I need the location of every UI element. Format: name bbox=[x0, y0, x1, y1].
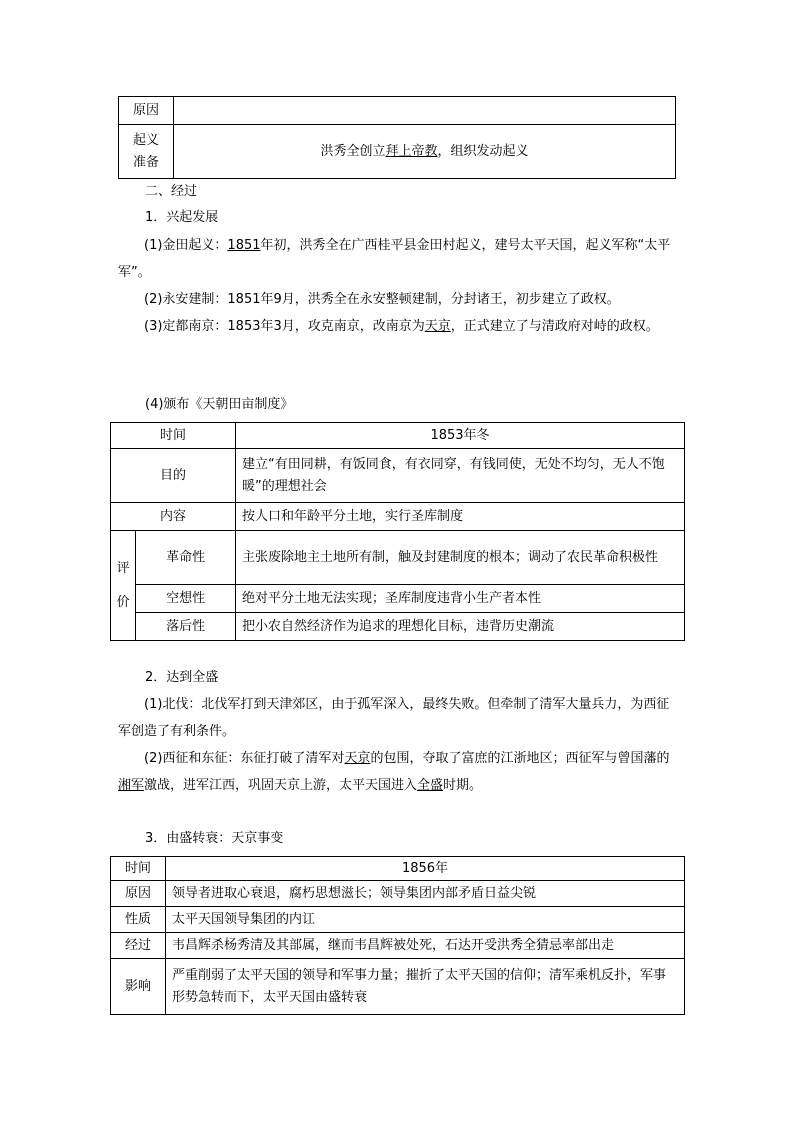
value-backward: 把小农自然经济作为追求的理想化目标，违背历史潮流 bbox=[236, 613, 685, 641]
paragraph-yongan: (2)永安建制：1851年9月，洪秀全在永安整顿建制，分封诸王，初步建立了政权。 bbox=[144, 292, 620, 307]
text-fragment: ，正式建立了与清政府对峙的政权。 bbox=[450, 319, 659, 334]
section-heading-process: 二、经过 bbox=[145, 184, 198, 199]
paragraph-nanjing bbox=[118, 313, 678, 340]
text-fragment: (2)西征和东征：东征打破了清军对 bbox=[144, 751, 345, 766]
value-uprising-prep bbox=[174, 125, 676, 179]
value-cause bbox=[174, 97, 676, 125]
label-impact: 影响 bbox=[111, 959, 166, 1015]
value-time: 1853年冬 bbox=[236, 423, 685, 449]
label-backward: 落后性 bbox=[136, 613, 236, 641]
text-fragment: 时期。 bbox=[443, 778, 483, 793]
label-purpose: 目的 bbox=[111, 449, 236, 503]
underlined-year: 1851 bbox=[227, 238, 261, 253]
label-nature: 性质 bbox=[111, 907, 166, 933]
label-utopian: 空想性 bbox=[136, 585, 236, 613]
table-land-system bbox=[110, 422, 685, 641]
subheading-rise: 1．兴起发展 bbox=[145, 210, 219, 225]
label-evaluation bbox=[111, 531, 136, 641]
label-cause: 原因 bbox=[119, 97, 174, 125]
underlined-term: 天京 bbox=[344, 751, 371, 766]
text-fragment: 洪秀全创立 bbox=[320, 143, 386, 159]
label-evaluation-1: 评 bbox=[116, 560, 130, 576]
paragraph-northern-expedition: (1)北伐：北伐军打到天津郊区，由于孤军深入，最终失败。但牵制了清军大量兵力，为西征军创造了有利条件。 bbox=[118, 697, 670, 739]
label-time: 时间 bbox=[111, 857, 166, 881]
label-uprising-prep-line2: 准备 bbox=[132, 154, 159, 170]
text-fragment: (3)定都南京：1853年3月，攻克南京，改南京为 bbox=[144, 319, 425, 334]
text-fragment: 激战，进军江西，巩固天京上游，太平天国进入 bbox=[144, 778, 418, 793]
paragraph-jintian bbox=[118, 232, 678, 286]
label-process: 经过 bbox=[111, 933, 166, 959]
subheading-peak: 2．达到全盛 bbox=[145, 670, 219, 685]
heading-land-system: (4)颁布《天朝田亩制度》 bbox=[145, 397, 294, 412]
label-cause: 原因 bbox=[111, 881, 166, 907]
value-utopian: 绝对平分土地无法实现；圣库制度违背小生产者本性 bbox=[236, 585, 685, 613]
text-fragment: 年初，洪秀全在广西桂平县金田村起义，建号太平天国，起义军称“太平军”。 bbox=[118, 238, 671, 280]
value-cause: 领导者进取心衰退，腐朽思想滋长；领导集团内部矛盾日益尖锐 bbox=[166, 881, 685, 907]
paragraph-western-eastern bbox=[118, 745, 678, 799]
text-fragment: ，组织发动起义 bbox=[437, 143, 529, 159]
label-content: 内容 bbox=[111, 503, 236, 531]
text-fragment: 的包围，夺取了富庶的江浙地区；西征军与曾国藩的 bbox=[370, 751, 670, 766]
value-time: 1856年 bbox=[166, 857, 685, 881]
value-content: 按人口和年龄平分土地，实行圣库制度 bbox=[236, 503, 685, 531]
table-tianjing-incident bbox=[110, 856, 685, 1015]
underlined-term: 全盛 bbox=[417, 778, 444, 793]
underlined-term: 天京 bbox=[424, 319, 451, 334]
table-uprising-prep bbox=[118, 96, 676, 179]
value-impact: 严重削弱了太平天国的领导和军事力量；摧折了太平天国的信仰；清军乘机反扑，军事形势急转而下，太平天国由盛转衰 bbox=[166, 959, 685, 1015]
value-nature: 太平天国领导集团的内讧 bbox=[166, 907, 685, 933]
subheading-decline: 3．由盛转衰：天京事变 bbox=[145, 831, 284, 846]
label-evaluation-2: 价 bbox=[116, 594, 130, 610]
value-purpose: 建立“有田同耕，有饭同食，有衣同穿，有钱同使，无处不均匀，无人不饱暖”的理想社会 bbox=[236, 449, 685, 503]
label-uprising-prep-line1: 起义 bbox=[132, 132, 159, 148]
label-uprising-prep bbox=[119, 125, 174, 179]
value-revolutionary: 主张废除地主土地所有制，触及封建制度的根本；调动了农民革命积极性 bbox=[236, 531, 685, 585]
label-revolutionary: 革命性 bbox=[136, 531, 236, 585]
underlined-term: 拜上帝教 bbox=[385, 143, 438, 159]
text-fragment: (1)金田起义： bbox=[144, 238, 228, 253]
underlined-term: 湘军 bbox=[118, 778, 145, 793]
value-process: 韦昌辉杀杨秀清及其部属，继而韦昌辉被处死，石达开受洪秀全猜忌率部出走 bbox=[166, 933, 685, 959]
label-time: 时间 bbox=[111, 423, 236, 449]
